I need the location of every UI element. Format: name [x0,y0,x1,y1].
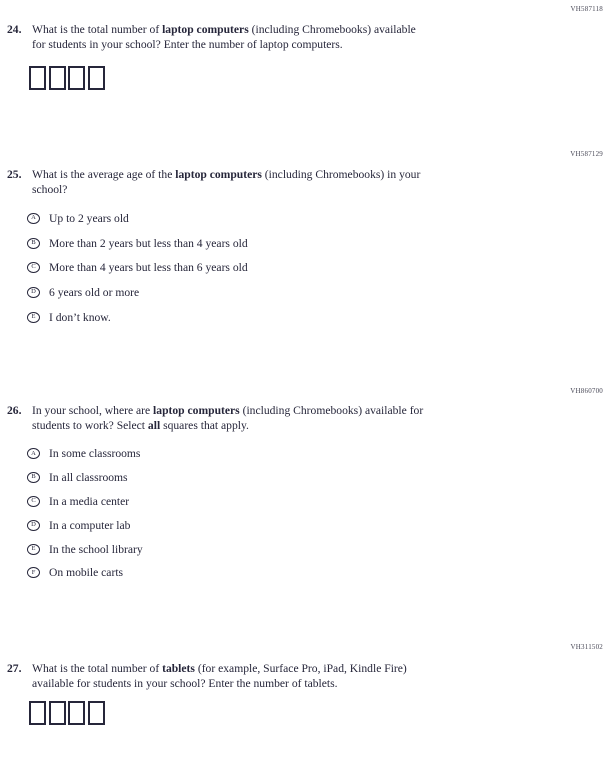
question-text [32,403,423,434]
option-bubble-f[interactable]: F [27,567,40,578]
digit-entry-box[interactable] [68,66,85,90]
option-label: In a media center [49,494,130,508]
question-number: 24. [7,23,22,36]
digit-entry-box[interactable] [49,66,66,90]
option-row [27,561,143,585]
question-id-code: VH587129 [570,150,603,158]
digit-entry-box[interactable] [29,66,46,90]
option-label: In the school library [49,542,143,556]
digit-entry-box[interactable] [68,701,85,725]
option-row [27,513,143,537]
option-bubble-b[interactable]: B [27,472,40,483]
question-text [32,661,407,692]
option-label: More than 2 years but less than 4 years old [49,236,248,250]
question-text-line: for students in your school? Enter the number of laptop computers. [32,38,343,52]
option-bubble-e[interactable]: E [27,544,40,555]
option-row [27,255,248,280]
option-bubble-c[interactable]: C [27,262,40,273]
question-27 [7,661,407,692]
question-text [32,22,416,53]
option-bubble-d[interactable]: D [27,287,40,298]
option-bubble-a[interactable]: A [27,213,40,224]
question-text-line: students to work? Select all squares that apply. [32,419,249,433]
option-label: 6 years old or more [49,285,140,299]
option-row [27,305,248,330]
question-text-line: What is the total number of tablets (for example, Surface Pro, iPad, Kindle Fire) [32,662,407,675]
options-q25 [27,206,248,329]
option-bubble-a[interactable]: A [27,448,40,459]
question-26 [7,403,423,434]
question-24 [7,22,416,53]
option-row [27,442,143,466]
option-bubble-d[interactable]: D [27,520,40,531]
options-q26 [27,442,143,585]
question-number: 25. [7,168,22,181]
option-label: Up to 2 years old [49,211,129,225]
option-bubble-b[interactable]: B [27,238,40,249]
option-row [27,206,248,231]
question-text [32,167,420,198]
option-bubble-e[interactable]: E [27,312,40,323]
digit-entry-box[interactable] [88,66,105,90]
digit-entry-box[interactable] [88,701,105,725]
option-label: In some classrooms [49,447,141,461]
question-text-line: What is the total number of laptop computers (including Chromebooks) available [32,23,416,36]
option-label: On mobile carts [49,566,124,580]
option-bubble-c[interactable]: C [27,496,40,507]
question-id-code: VH311502 [570,643,603,651]
option-label: I don’t know. [49,310,111,324]
question-id-code: VH587118 [570,5,603,13]
number-entry-q24 [29,66,107,90]
option-label: In all classrooms [49,471,128,485]
option-row [27,231,248,256]
question-text-line: available for students in your school? Enter the number of tablets. [32,677,338,691]
option-row [27,466,143,490]
option-label: More than 4 years but less than 6 years old [49,261,248,275]
question-id-code: VH860700 [570,387,603,395]
question-text-line: school? [32,183,68,197]
option-row [27,280,248,305]
question-25 [7,167,420,198]
digit-entry-box[interactable] [29,701,46,725]
question-number: 27. [7,662,22,675]
option-row [27,490,143,514]
option-label: In a computer lab [49,518,131,532]
question-text-line: What is the average age of the laptop computers (including Chromebooks) in your [32,168,421,181]
question-text-line: In your school, where are laptop computers (including Chromebooks) available for [32,404,424,417]
number-entry-q27 [29,701,107,725]
option-row [27,537,143,561]
digit-entry-box[interactable] [49,701,66,725]
question-number: 26. [7,404,22,417]
